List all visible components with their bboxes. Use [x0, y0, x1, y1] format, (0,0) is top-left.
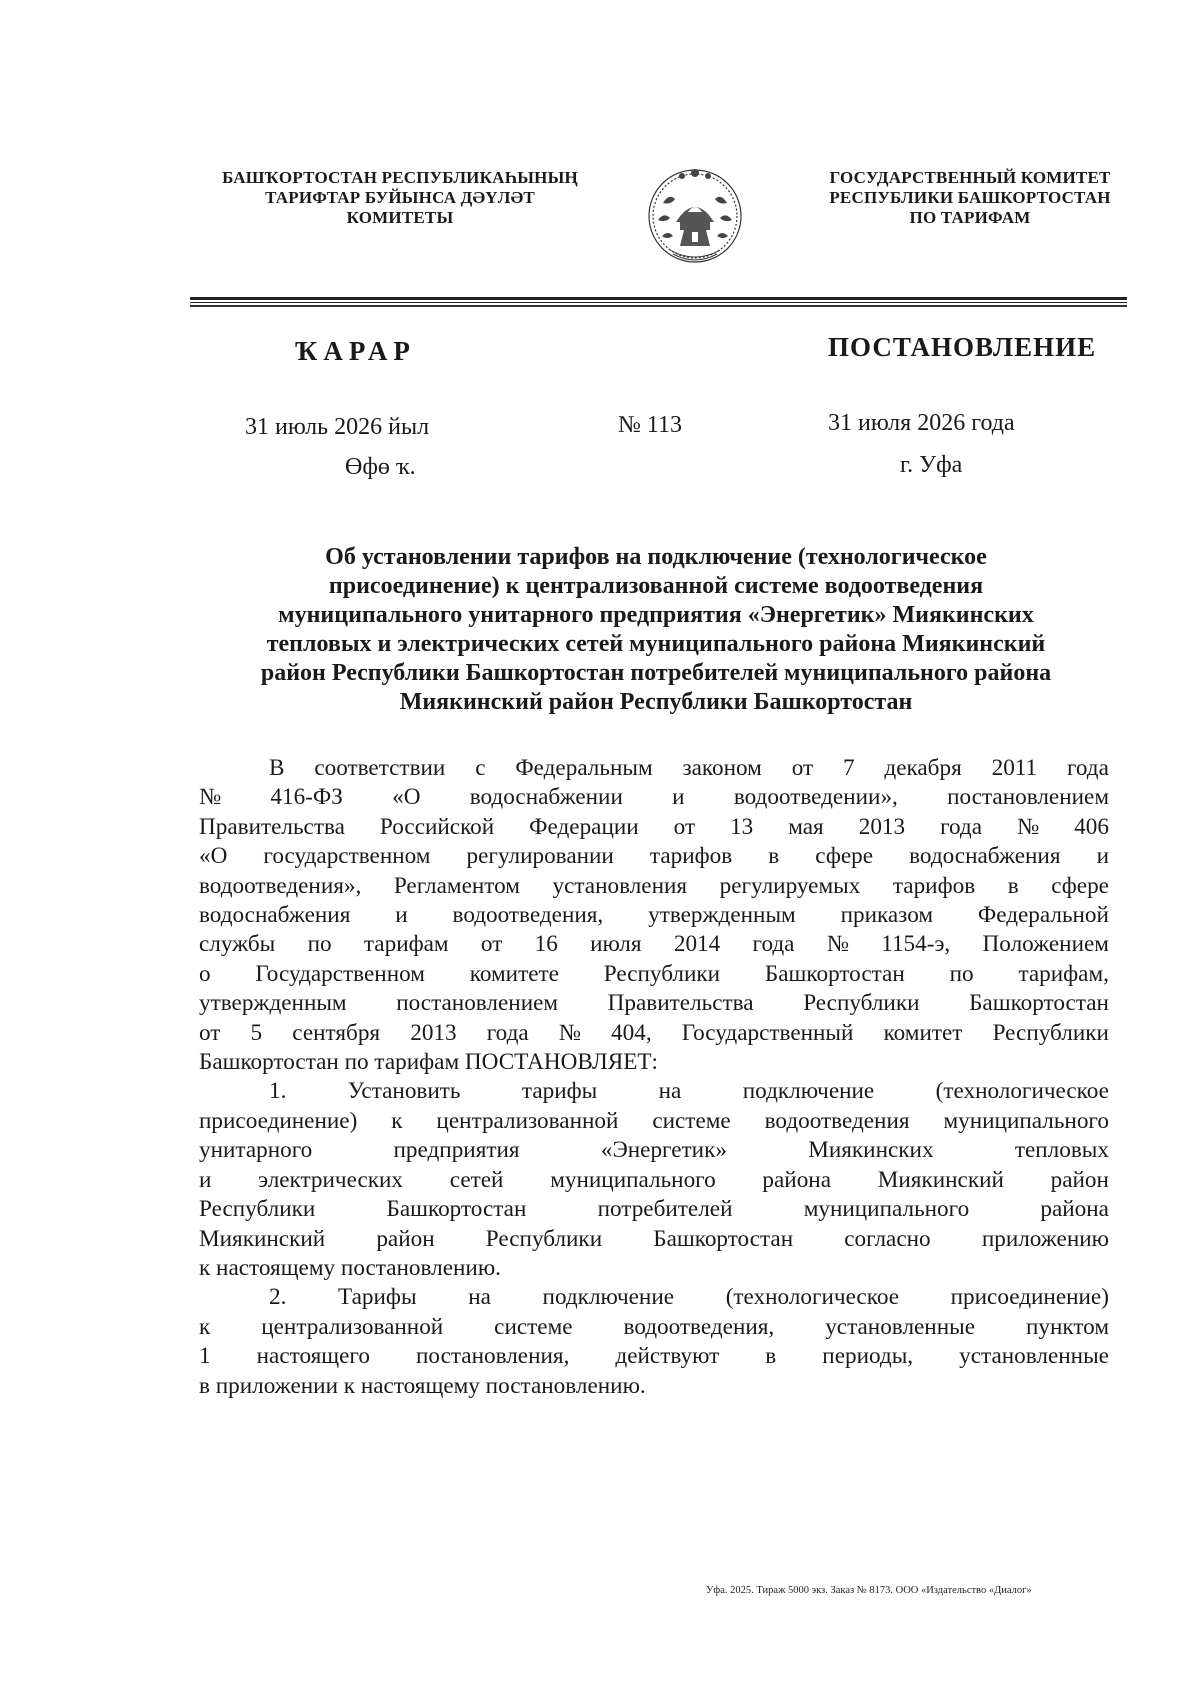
subject-line: присоединение) к централизованной системе водоотведения	[328, 573, 984, 599]
header-bashkir-line: КОМИТЕТЫ	[346, 208, 454, 227]
doc-type-russian: ПОСТАНОВЛЕНИЕ	[828, 332, 1097, 362]
body-word: тарифов	[649, 843, 733, 870]
coat-of-arms-icon	[640, 158, 750, 278]
body-word: сетей	[449, 1166, 504, 1193]
body-word: предприятия	[393, 1137, 520, 1164]
header-rule	[190, 305, 1127, 307]
body-word: постановлением	[947, 784, 1109, 811]
body-line	[199, 842, 1109, 871]
date-bashkir: 31 июль 2026 йыл	[245, 414, 430, 440]
body-word: сфере	[1051, 872, 1109, 899]
body-word: район	[1050, 1166, 1109, 1193]
body-line	[199, 901, 1109, 930]
body-word: государственном	[263, 843, 431, 870]
body-line	[199, 1283, 1109, 1312]
body-word: июля	[590, 931, 642, 958]
body-word: системе	[652, 1107, 731, 1134]
body-word: тепловых	[1014, 1137, 1109, 1164]
body-word: унитарного	[199, 1137, 313, 1164]
body-word: подключение	[542, 1284, 675, 1311]
body-word: 2.	[269, 1284, 287, 1311]
body-word: муниципального	[943, 1107, 1109, 1134]
body-word: Установить	[347, 1078, 461, 1105]
body-word: муниципального	[803, 1196, 970, 1223]
body-word: Республики	[992, 1019, 1109, 1046]
body-word: В	[269, 755, 285, 781]
body-word: тарифов	[892, 872, 976, 899]
document-body	[199, 754, 1109, 1401]
body-word: сфере	[815, 843, 874, 870]
body-word: и	[672, 784, 685, 811]
body-word: Положением	[982, 931, 1109, 958]
body-word: Российской	[379, 813, 495, 840]
body-line	[199, 754, 1109, 783]
body-word: Республики	[803, 990, 920, 1017]
body-word: года	[752, 931, 795, 958]
header-rule	[190, 297, 1127, 300]
body-word: «Энергетик»	[600, 1137, 727, 1164]
body-word: Башкортостан	[764, 960, 905, 987]
body-word: приложению	[981, 1225, 1109, 1252]
body-word: Государственный	[681, 1019, 854, 1046]
body-word: водоотведении»,	[733, 784, 898, 811]
body-line	[199, 1019, 1109, 1048]
document-number: № 113	[618, 412, 683, 438]
body-line	[199, 930, 1109, 959]
body-word: Башкортостан	[386, 1196, 527, 1223]
body-word: централизованной	[261, 1313, 444, 1340]
body-word: к	[199, 1313, 211, 1340]
body-word: на	[658, 1078, 682, 1105]
body-word: потребителей	[597, 1196, 733, 1223]
body-word: года	[1066, 755, 1109, 781]
body-word: постановлением	[396, 990, 559, 1017]
header-russian-line: РЕСПУБЛИКИ БАШКОРТОСТАН	[829, 188, 1111, 207]
body-word: настоящего	[256, 1343, 370, 1370]
body-line: Башкортостан по тарифам ПОСТАНОВЛЯЕТ:	[199, 1049, 658, 1076]
subject-line: тепловых и электрических сетей муниципального района Миякинский	[266, 631, 1046, 657]
body-line	[199, 1195, 1109, 1224]
body-word: с	[475, 755, 486, 781]
body-word: 1154-э,	[881, 931, 951, 958]
body-word: муниципального	[550, 1166, 716, 1193]
body-line	[199, 1225, 1109, 1254]
body-word: электрических	[258, 1166, 404, 1193]
body-word: утвержденным	[648, 902, 796, 929]
body-word: района	[762, 1166, 832, 1193]
body-word: Государственном	[255, 960, 425, 987]
body-word: Башкортостан	[969, 990, 1109, 1017]
doc-type-bashkir: ҠАРАР	[295, 336, 416, 366]
body-word: 2013	[858, 813, 906, 840]
body-line	[199, 813, 1109, 842]
body-word: 7	[842, 755, 855, 781]
date-russian: 31 июля 2026 года	[828, 410, 1015, 436]
body-word: установленные	[825, 1313, 975, 1340]
subject-line: муниципального унитарного предприятия «Энергетик» Миякинских	[278, 602, 1034, 628]
body-word: (технологическое	[935, 1078, 1109, 1105]
header-russian-line: ПО ТАРИФАМ	[909, 208, 1031, 227]
body-word: утвержденным	[199, 990, 347, 1017]
body-word: 1	[199, 1343, 211, 1370]
body-word: Правительства	[607, 990, 754, 1017]
body-line	[199, 1107, 1109, 1136]
body-word: постановления,	[416, 1343, 570, 1370]
body-word: 16	[534, 931, 558, 958]
body-word: 5	[250, 1019, 263, 1046]
body-word: 2013	[410, 1019, 457, 1046]
body-word: по	[307, 931, 332, 958]
body-word: «О	[392, 784, 421, 811]
body-word: 404,	[611, 1019, 652, 1046]
place-russian: г. Уфа	[900, 452, 963, 478]
body-line: в приложении к настоящему постановлению.	[199, 1372, 646, 1399]
body-word: Башкортостан	[653, 1225, 794, 1252]
subject-line: Об установлении тарифов на подключение (технологическое	[325, 544, 987, 570]
body-word: водоотведения	[764, 1107, 910, 1134]
body-word: присоединение)	[199, 1107, 358, 1134]
body-word: водоснабжении	[469, 784, 623, 811]
body-word: согласно	[844, 1225, 931, 1252]
body-word: Федеральной	[977, 902, 1109, 929]
body-word: и	[199, 1166, 212, 1193]
body-word: тарифам	[363, 931, 449, 958]
body-word: Миякинский	[877, 1166, 1004, 1193]
header-rule	[190, 302, 1127, 303]
body-word: 1.	[269, 1078, 287, 1105]
body-word: 406	[1074, 813, 1109, 840]
body-word: Тарифы	[338, 1284, 417, 1311]
body-line	[199, 1342, 1109, 1371]
body-word: подключение	[742, 1078, 875, 1105]
body-word: Миякинский	[199, 1225, 326, 1252]
body-word: тарифы	[521, 1078, 598, 1105]
body-word: Республики	[603, 960, 721, 987]
body-line	[199, 1136, 1109, 1165]
body-word: законом	[682, 755, 762, 781]
body-word: соответствии	[314, 755, 446, 781]
body-line	[199, 960, 1109, 989]
body-word: от	[199, 1019, 221, 1046]
body-word: Регламентом	[393, 872, 520, 899]
body-word: пунктом	[1025, 1313, 1109, 1340]
body-word: в	[1007, 872, 1019, 899]
body-word: 2011	[991, 755, 1038, 781]
body-word: периоды,	[822, 1343, 914, 1370]
body-word: 2014	[673, 931, 721, 958]
body-word: в	[768, 843, 780, 870]
body-word: мая	[788, 813, 824, 840]
body-word: водоснабжения	[909, 843, 1061, 870]
body-word: №	[1017, 813, 1040, 840]
body-word: установления	[552, 872, 688, 899]
body-word: комитет	[883, 1019, 963, 1046]
header-russian-line: ГОСУДАРСТВЕННЫЙ КОМИТЕТ	[829, 168, 1111, 187]
subject-line: Миякинский район Республики Башкортостан	[399, 689, 913, 715]
body-word: Правительства	[199, 813, 345, 840]
body-word: Республики	[199, 1196, 316, 1223]
body-word: района	[1040, 1196, 1109, 1223]
body-word: и	[395, 902, 408, 929]
body-word: от	[673, 813, 696, 840]
header-bashkir	[180, 168, 620, 228]
body-line	[199, 1077, 1109, 1106]
body-word: по	[949, 960, 974, 987]
body-word: водоотведения»,	[199, 872, 362, 899]
subject-line: район Республики Башкортостан потребителей муниципального района	[260, 660, 1052, 686]
body-word: №	[558, 1019, 581, 1046]
document-subject	[196, 543, 1116, 717]
body-line	[199, 1166, 1109, 1195]
body-word: №	[199, 784, 222, 811]
body-word: тарифам,	[1018, 960, 1109, 987]
body-word: Федерации	[529, 813, 639, 840]
body-word: действуют	[615, 1343, 720, 1370]
body-word: присоединение)	[950, 1284, 1109, 1311]
body-word: службы	[199, 931, 276, 958]
header-bashkir-line: БАШҠОРТОСТАН РЕСПУБЛИКАҺЫНЫҢ	[222, 168, 578, 187]
body-word: (технологическое	[725, 1284, 899, 1311]
body-word: года	[486, 1019, 529, 1046]
place-bashkir: Өфө ҡ.	[345, 454, 416, 480]
header-bashkir-line: ТАРИФТАР БУЙЫНСА ДӘҮЛӘТ	[265, 188, 535, 207]
body-word: водоотведения,	[452, 902, 604, 929]
body-word: Федеральным	[515, 755, 653, 781]
body-word: от	[791, 755, 814, 781]
body-line	[199, 783, 1109, 812]
body-word: комитете	[469, 960, 559, 987]
body-word: «О	[199, 843, 228, 870]
body-word: к	[391, 1107, 403, 1134]
body-word: район	[376, 1225, 435, 1252]
body-word: 416-ФЗ	[270, 784, 343, 811]
body-word: водоснабжения	[199, 902, 351, 929]
body-word: о	[199, 960, 211, 987]
body-word: регулируемых	[719, 872, 861, 899]
body-word: системе	[494, 1313, 573, 1340]
body-word: Миякинских	[808, 1137, 934, 1164]
body-word: от	[480, 931, 503, 958]
body-line	[199, 1313, 1109, 1342]
body-word: на	[468, 1284, 491, 1311]
body-line	[199, 989, 1109, 1018]
body-line	[199, 872, 1109, 901]
body-word: года	[940, 813, 983, 840]
body-word: сентября	[292, 1019, 381, 1046]
body-word: декабря	[884, 755, 962, 781]
body-word: водоотведения,	[623, 1313, 775, 1340]
body-line: к настоящему постановлению.	[199, 1254, 501, 1281]
header-russian	[800, 168, 1140, 228]
printer-imprint: Уфа. 2025. Тираж 5000 экз. Заказ № 8173. ООО «Издательство «Диалог»	[706, 1585, 1032, 1596]
body-word: установленные	[959, 1343, 1109, 1370]
body-word: и	[1096, 843, 1109, 870]
body-word: №	[826, 931, 849, 958]
body-word: регулировании	[466, 843, 614, 870]
body-word: приказом	[840, 902, 934, 929]
body-word: 13	[730, 813, 754, 840]
body-word: в	[765, 1343, 777, 1370]
body-word: Республики	[485, 1225, 603, 1252]
body-word: централизованной	[436, 1107, 619, 1134]
